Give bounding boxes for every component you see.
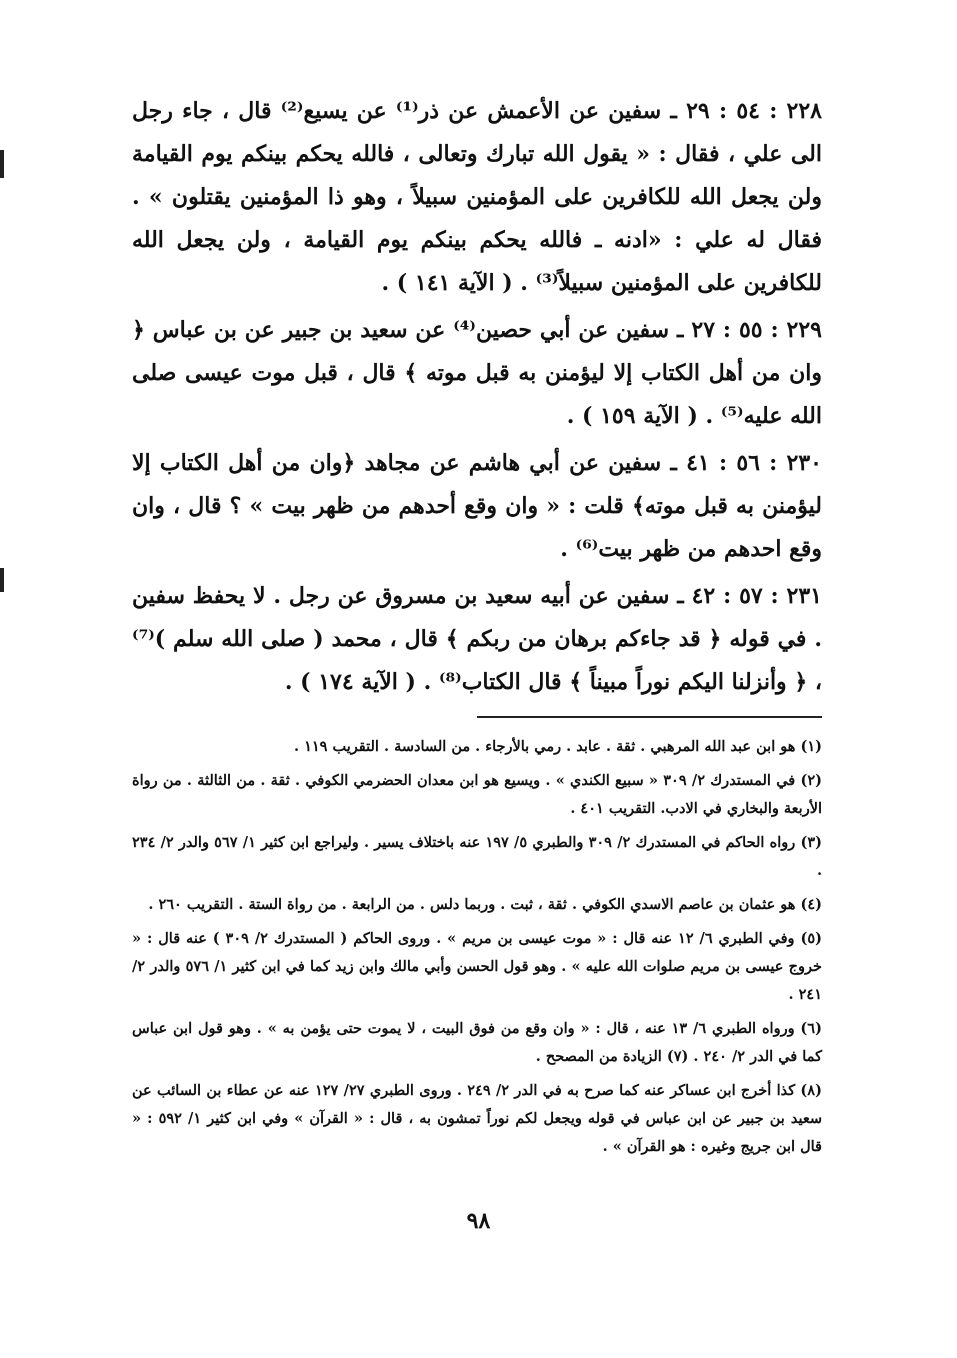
entry-231: ٢٣١ : ٥٧ : ٤٢ ـ سفين عن أبيه سعيد بن مسروق عن رجل . لا يحفظ سفين . في قوله ﴿ قد جاءكم برهان من ربكم ﴾ قال ، محمد ( صلى الله سلم )⁽⁷⁾ ، ﴿ وأنزلنا اليكم نوراً مبيناً ﴾ قال الكتاب⁽⁸⁾ . ( الآية ١٧٤ ) . bbox=[132, 583, 822, 695]
footnote-6-7: (٦) ورواه الطبري ٦/ ١٣ عنه ، قال : « وان وقع من فوق البيت ، لا يموت حتى يؤمن به » . وهو قول ابن عباس كما في الدر ٢/ ٢٤٠ . (٧) الزيادة من المصحح . bbox=[132, 1020, 822, 1065]
entry-230: ٢٣٠ : ٥٦ : ٤١ ـ سفين عن أبي هاشم عن مجاهد ﴿وان من أهل الكتاب إلا ليؤمنن به قبل موته﴾ قلت : « وان وقع أحدهم من ظهر بيت » ؟ قال ، وان وقع احدهم من ظهر بيت⁽⁶⁾ . bbox=[132, 450, 822, 562]
scan-edge-mark bbox=[0, 150, 4, 178]
footnote-4: (٤) هو عثمان بن عاصم الاسدي الكوفي . ثقة ، ثبت . وربما دلس . من الرابعة . من رواة الستة . التقريب ٢٦٠ . bbox=[148, 896, 822, 913]
footnote-3: (٣) رواه الحاكم في المستدرك ٢/ ٣٠٩ والطبري ٥/ ١٩٧ عنه باختلاف يسير . وليراجع ابن كثير ١/ ٥٦٧ والدر ٢/ ٢٣٤ . bbox=[132, 834, 822, 879]
scan-edge-mark bbox=[0, 568, 4, 592]
page-number: ٩٨ bbox=[466, 1208, 491, 1234]
entry-228: ٢٢٨ : ٥٤ : ٢٩ ـ سفين عن الأعمش عن ذر⁽¹⁾ عن يسيع⁽²⁾ قال ، جاء رجل الى علي ، فقال : « يقول الله تبارك وتعالى ، فالله يحكم بينكم يوم القيامة ولن يجعل الله للكافرين على المؤمنين سبيلاً ، وهو ذا المؤمنين يقتلون » . فقال له علي : «ادنه ـ فالله يحكم بينكم يوم القيامة ، ولن يجعل الله للكافرين على المؤمنين سبيلاً⁽³⁾ . ( الآية ١٤١ ) . bbox=[132, 98, 822, 296]
footnote-2: (٢) في المستدرك ٢/ ٣٠٩ « سبيع الكندي » . ويسيع هو ابن معدان الحضرمي الكوفي . ثقة . من الثالثة . من رواة الأربعة والبخاري في الادب. التقريب ٤٠١ . bbox=[132, 772, 822, 817]
footnote-divider bbox=[477, 716, 822, 718]
footnote-8: (٨) كذا أخرج ابن عساكر عنه كما صرح به في الدر ٢/ ٢٤٩ . وروى الطبري ٢٧/ ١٢٧ عنه عن عطاء بن السائب عن سعيد بن جبير عن ابن عباس في قوله ويجعل لكم نوراً تمشون به ، قال : « القرآن » وفي ابن كثير ١/ ٥٩٢ : « قال ابن جريج وغيره : هو القرآن » . bbox=[132, 1082, 822, 1155]
footnote-5: (٥) وفي الطبري ٦/ ١٢ عنه قال : « موت عيسى بن مريم » . وروى الحاكم ( المستدرك ٢/ ٣٠٩ ) عنه قال : « خروج عيسى بن مريم صلوات الله عليه » . وهو قول الحسن وأبي مالك وابن زيد كما في ابن كثير ١/ ٥٧٦ والدر ٢/ ٢٤١ . bbox=[132, 930, 822, 1003]
entry-229: ٢٢٩ : ٥٥ : ٢٧ ـ سفين عن أبي حصين⁽⁴⁾ عن سعيد بن جبير عن بن عباس ﴿ وان من أهل الكتاب إلا ليؤمنن به قبل موته ﴾ قال ، قبل موت عيسى صلى الله عليه⁽⁵⁾ . ( الآية ١٥٩ ) . bbox=[132, 317, 822, 429]
footnotes bbox=[132, 733, 822, 1167]
footnote-1: (١) هو ابن عبد الله المرهبي . ثقة . عابد . رمي بالأرجاء . من السادسة . التقريب ١١٩ . bbox=[293, 738, 822, 755]
main-text bbox=[132, 90, 822, 708]
